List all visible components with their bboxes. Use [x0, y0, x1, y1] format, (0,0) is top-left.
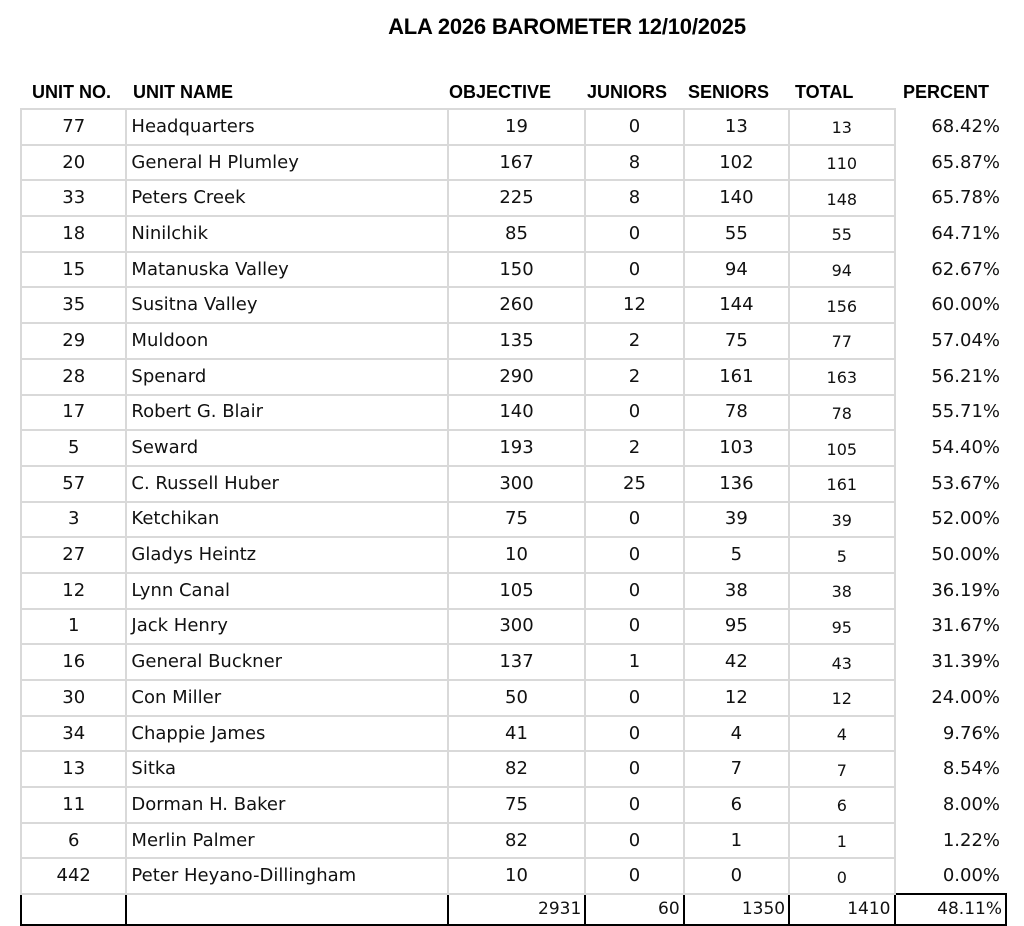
total-cell: 77: [789, 323, 894, 359]
totals-percent-cell: 48.11%: [895, 894, 1007, 925]
seniors-cell: 7: [684, 751, 789, 787]
seniors-cell: 6: [684, 787, 789, 823]
total-cell: 78: [789, 395, 894, 431]
juniors-cell: 0: [585, 537, 683, 573]
unit-no-cell: 29: [21, 323, 126, 359]
totals-seniors-cell: 1350: [684, 894, 789, 925]
table-row: [21, 537, 1006, 573]
unit-no-cell: 442: [21, 858, 126, 894]
total-cell: 94: [789, 252, 894, 288]
seniors-cell: 0: [684, 858, 789, 894]
table-row: [21, 359, 1006, 395]
percent-cell: 24.00%: [895, 680, 1007, 716]
total-cell: 156: [789, 287, 894, 323]
table-body: [21, 109, 1006, 925]
seniors-cell: 95: [684, 609, 789, 645]
total-cell: 12: [789, 680, 894, 716]
objective-cell: 50: [448, 680, 586, 716]
report-title: ALA 2026 BAROMETER 12/10/2025: [388, 14, 746, 39]
juniors-cell: 12: [585, 287, 683, 323]
header-total: TOTAL: [795, 82, 854, 102]
objective-cell: 19: [448, 109, 586, 145]
table-row: [21, 502, 1006, 538]
juniors-cell: 25: [585, 466, 683, 502]
unit-name-cell: Susitna Valley: [126, 287, 447, 323]
table-row: [21, 751, 1006, 787]
total-cell: 0: [789, 858, 894, 894]
seniors-cell: 39: [684, 502, 789, 538]
table-row: [21, 716, 1006, 752]
percent-cell: 31.39%: [895, 644, 1007, 680]
seniors-cell: 12: [684, 680, 789, 716]
unit-no-cell: 57: [21, 466, 126, 502]
total-cell: 105: [789, 430, 894, 466]
total-cell: 4: [789, 716, 894, 752]
percent-cell: 65.78%: [895, 180, 1007, 216]
juniors-cell: 0: [585, 609, 683, 645]
objective-cell: 10: [448, 537, 586, 573]
juniors-cell: 0: [585, 216, 683, 252]
table-row: [21, 216, 1006, 252]
objective-cell: 105: [448, 573, 586, 609]
juniors-cell: 0: [585, 252, 683, 288]
objective-cell: 135: [448, 323, 586, 359]
juniors-cell: 0: [585, 680, 683, 716]
seniors-cell: 42: [684, 644, 789, 680]
unit-name-cell: Con Miller: [126, 680, 447, 716]
total-cell: 39: [789, 502, 894, 538]
objective-cell: 41: [448, 716, 586, 752]
unit-name-cell: Lynn Canal: [126, 573, 447, 609]
header-percent: PERCENT: [903, 82, 990, 102]
seniors-cell: 55: [684, 216, 789, 252]
juniors-cell: 2: [585, 430, 683, 466]
total-cell: 13: [789, 109, 894, 145]
juniors-cell: 0: [585, 109, 683, 145]
total-cell: 110: [789, 145, 894, 181]
unit-name-cell: Robert G. Blair: [126, 395, 447, 431]
unit-no-cell: 12: [21, 573, 126, 609]
objective-cell: 75: [448, 787, 586, 823]
totals-row: [21, 894, 1006, 925]
objective-cell: 150: [448, 252, 586, 288]
table-row: [21, 609, 1006, 645]
objective-cell: 225: [448, 180, 586, 216]
objective-cell: 167: [448, 145, 586, 181]
unit-no-cell: 35: [21, 287, 126, 323]
unit-no-cell: 5: [21, 430, 126, 466]
unit-no-cell: 77: [21, 109, 126, 145]
percent-cell: 36.19%: [895, 573, 1007, 609]
unit-name-cell: General H Plumley: [126, 145, 447, 181]
unit-name-cell: C. Russell Huber: [126, 466, 447, 502]
total-cell: 6: [789, 787, 894, 823]
unit-no-cell: 11: [21, 787, 126, 823]
unit-no-cell: 30: [21, 680, 126, 716]
table-row: [21, 858, 1006, 894]
unit-no-cell: 13: [21, 751, 126, 787]
juniors-cell: 8: [585, 180, 683, 216]
unit-no-cell: 16: [21, 644, 126, 680]
unit-no-cell: 20: [21, 145, 126, 181]
unit-name-cell: Dorman H. Baker: [126, 787, 447, 823]
seniors-cell: 94: [684, 252, 789, 288]
total-cell: 161: [789, 466, 894, 502]
percent-cell: 50.00%: [895, 537, 1007, 573]
juniors-cell: 1: [585, 644, 683, 680]
total-cell: 7: [789, 751, 894, 787]
total-cell: 38: [789, 573, 894, 609]
seniors-cell: 103: [684, 430, 789, 466]
objective-cell: 82: [448, 751, 586, 787]
percent-cell: 68.42%: [895, 109, 1007, 145]
objective-cell: 300: [448, 466, 586, 502]
juniors-cell: 2: [585, 359, 683, 395]
unit-no-cell: 34: [21, 716, 126, 752]
objective-cell: 290: [448, 359, 586, 395]
percent-cell: 31.67%: [895, 609, 1007, 645]
objective-cell: 193: [448, 430, 586, 466]
unit-name-cell: Ketchikan: [126, 502, 447, 538]
total-cell: 1: [789, 823, 894, 859]
column-headers: [0, 82, 1024, 106]
seniors-cell: 144: [684, 287, 789, 323]
unit-no-cell: 33: [21, 180, 126, 216]
juniors-cell: 0: [585, 395, 683, 431]
seniors-cell: 102: [684, 145, 789, 181]
percent-cell: 9.76%: [895, 716, 1007, 752]
table-row: [21, 644, 1006, 680]
total-cell: 55: [789, 216, 894, 252]
totals-juniors-cell: 60: [585, 894, 683, 925]
percent-cell: 1.22%: [895, 823, 1007, 859]
totals-objective-cell: 2931: [448, 894, 586, 925]
unit-name-cell: Sitka: [126, 751, 447, 787]
objective-cell: 10: [448, 858, 586, 894]
objective-cell: 260: [448, 287, 586, 323]
header-unit-no: UNIT NO.: [32, 82, 111, 102]
table-row: [21, 466, 1006, 502]
header-juniors: JUNIORS: [587, 82, 668, 102]
juniors-cell: 0: [585, 573, 683, 609]
table-row: [21, 823, 1006, 859]
total-cell: 148: [789, 180, 894, 216]
unit-name-cell: Headquarters: [126, 109, 447, 145]
header-seniors: SENIORS: [688, 82, 770, 102]
header-objective: OBJECTIVE: [449, 82, 552, 102]
percent-cell: 62.67%: [895, 252, 1007, 288]
unit-name-cell: Spenard: [126, 359, 447, 395]
table-row: [21, 180, 1006, 216]
objective-cell: 82: [448, 823, 586, 859]
unit-no-cell: 3: [21, 502, 126, 538]
unit-no-cell: 1: [21, 609, 126, 645]
percent-cell: 52.00%: [895, 502, 1007, 538]
barometer-table: [20, 108, 1007, 926]
unit-name-cell: Jack Henry: [126, 609, 447, 645]
table-row: [21, 145, 1006, 181]
table-row: [21, 680, 1006, 716]
juniors-cell: 2: [585, 323, 683, 359]
juniors-cell: 8: [585, 145, 683, 181]
table-row: [21, 287, 1006, 323]
juniors-cell: 0: [585, 716, 683, 752]
objective-cell: 300: [448, 609, 586, 645]
unit-name-cell: Seward: [126, 430, 447, 466]
unit-name-cell: Gladys Heintz: [126, 537, 447, 573]
percent-cell: 57.04%: [895, 323, 1007, 359]
percent-cell: 60.00%: [895, 287, 1007, 323]
juniors-cell: 0: [585, 787, 683, 823]
table-row: [21, 787, 1006, 823]
unit-name-cell: Merlin Palmer: [126, 823, 447, 859]
total-cell: 163: [789, 359, 894, 395]
percent-cell: 64.71%: [895, 216, 1007, 252]
seniors-cell: 136: [684, 466, 789, 502]
percent-cell: 54.40%: [895, 430, 1007, 466]
unit-name-cell: General Buckner: [126, 644, 447, 680]
unit-name-cell: Chappie James: [126, 716, 447, 752]
totals-unit-name-cell: [126, 894, 447, 925]
total-cell: 43: [789, 644, 894, 680]
table-row: [21, 323, 1006, 359]
totals-unit-no-cell: [21, 894, 126, 925]
percent-cell: 53.67%: [895, 466, 1007, 502]
percent-cell: 8.54%: [895, 751, 1007, 787]
seniors-cell: 13: [684, 109, 789, 145]
seniors-cell: 140: [684, 180, 789, 216]
juniors-cell: 0: [585, 751, 683, 787]
unit-no-cell: 27: [21, 537, 126, 573]
unit-no-cell: 17: [21, 395, 126, 431]
seniors-cell: 78: [684, 395, 789, 431]
unit-name-cell: Matanuska Valley: [126, 252, 447, 288]
seniors-cell: 1: [684, 823, 789, 859]
percent-cell: 65.87%: [895, 145, 1007, 181]
objective-cell: 137: [448, 644, 586, 680]
totals-total-cell: 1410: [789, 894, 894, 925]
percent-cell: 56.21%: [895, 359, 1007, 395]
seniors-cell: 161: [684, 359, 789, 395]
seniors-cell: 38: [684, 573, 789, 609]
objective-cell: 85: [448, 216, 586, 252]
objective-cell: 75: [448, 502, 586, 538]
percent-cell: 8.00%: [895, 787, 1007, 823]
objective-cell: 140: [448, 395, 586, 431]
unit-no-cell: 18: [21, 216, 126, 252]
seniors-cell: 4: [684, 716, 789, 752]
unit-name-cell: Peters Creek: [126, 180, 447, 216]
table-row: [21, 109, 1006, 145]
unit-name-cell: Peter Heyano-Dillingham: [126, 858, 447, 894]
table-row: [21, 252, 1006, 288]
unit-no-cell: 28: [21, 359, 126, 395]
unit-name-cell: Muldoon: [126, 323, 447, 359]
juniors-cell: 0: [585, 823, 683, 859]
table-row: [21, 395, 1006, 431]
total-cell: 95: [789, 609, 894, 645]
unit-name-cell: Ninilchik: [126, 216, 447, 252]
table-row: [21, 430, 1006, 466]
percent-cell: 55.71%: [895, 395, 1007, 431]
total-cell: 5: [789, 537, 894, 573]
juniors-cell: 0: [585, 858, 683, 894]
juniors-cell: 0: [585, 502, 683, 538]
percent-cell: 0.00%: [895, 858, 1007, 894]
header-unit-name: UNIT NAME: [133, 82, 233, 102]
table-row: [21, 573, 1006, 609]
unit-no-cell: 6: [21, 823, 126, 859]
unit-no-cell: 15: [21, 252, 126, 288]
seniors-cell: 5: [684, 537, 789, 573]
seniors-cell: 75: [684, 323, 789, 359]
